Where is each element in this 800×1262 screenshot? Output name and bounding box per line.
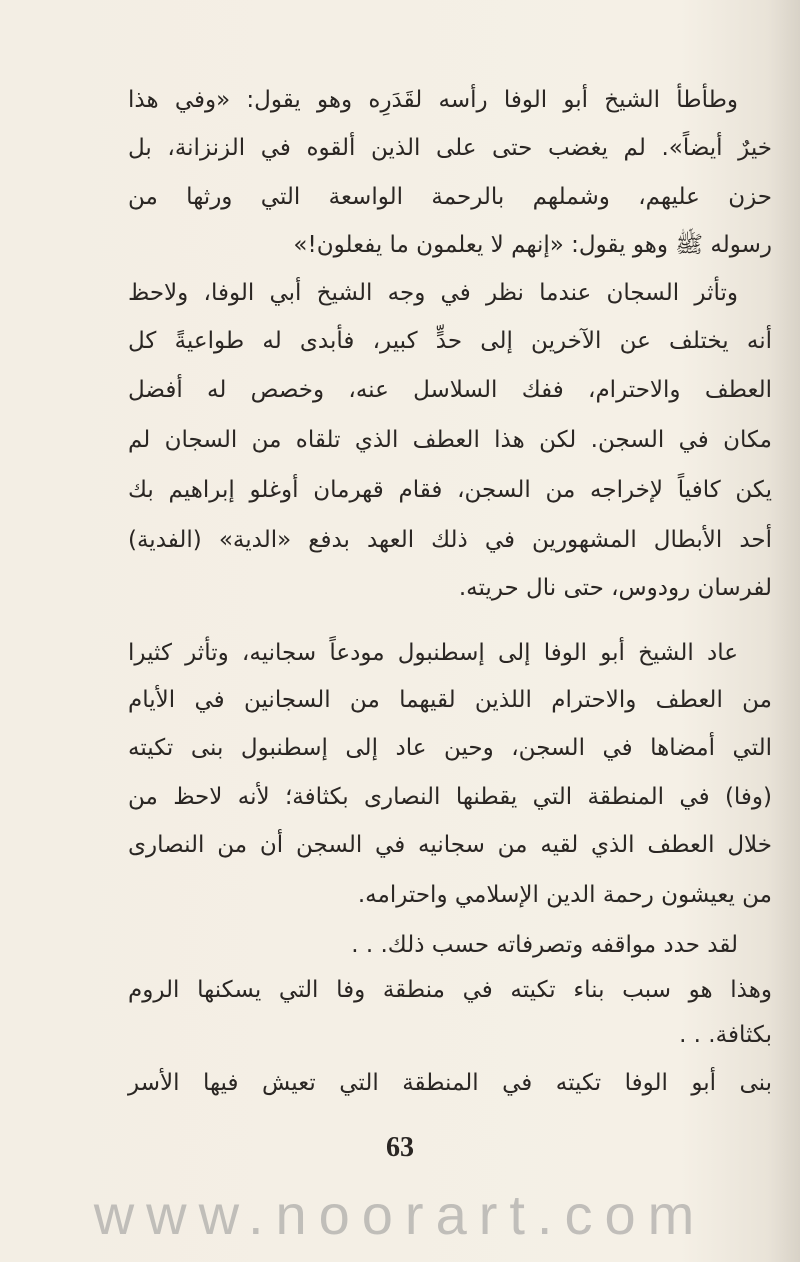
text-line: العطف والاحترام، ففك السلاسل عنه، وخصص له أفضل: [128, 377, 772, 403]
text-line: التي أمضاها في السجن، وحين عاد إلى إسطنبول بنى تكيته: [128, 735, 772, 761]
text-line: بنى أبو الوفا تكيته في المنطقة التي تعيش فيها الأسر: [128, 1070, 772, 1096]
text-line: مكان في السجن. لكن هذا العطف الذي تلقاه من السجان لم: [128, 427, 772, 453]
text-line: لفرسان رودوس، حتى نال حريته.: [458, 575, 772, 601]
text-line: خيرٌ أيضاً». لم يغضب حتى على الذين ألقوه في الزنزانة، بل: [128, 135, 772, 161]
text-line: أنه يختلف عن الآخرين إلى حدٍّ كبير، فأبدى له طواعيةً كل: [128, 328, 772, 354]
text-line: لقد حدد مواقفه وتصرفاته حسب ذلك. . .: [351, 932, 738, 958]
text-line: خلال العطف الذي لقيه من سجانيه في السجن أن من النصارى: [128, 832, 772, 858]
text-line: بكثافة. . .: [679, 1022, 772, 1048]
text-line: وهذا هو سبب بناء تكيته في منطقة وفا التي يسكنها الروم: [128, 977, 772, 1003]
text-line: رسوله ﷺ وهو يقول: «إنهم لا يعلمون ما يفعلون!»: [293, 232, 772, 258]
text-line: وتأثر السجان عندما نظر في وجه الشيخ أبي الوفا، ولاحظ: [128, 280, 738, 306]
page-number: 63: [386, 1132, 414, 1163]
text-line: يكن كافياً لإخراجه من السجن، فقام قهرمان أوغلو إبراهيم بك: [128, 477, 772, 503]
text-line: من يعيشون رحمة الدين الإسلامي واحترامه.: [357, 882, 772, 908]
text-line: حزن عليهم، وشملهم بالرحمة الواسعة التي ورثها من: [128, 184, 772, 210]
text-line: وطأطأ الشيخ أبو الوفا رأسه لقَدَرِه وهو يقول: «وفي هذا: [128, 87, 738, 113]
text-line: أحد الأبطال المشهورين في ذلك العهد بدفع «الدية» (الفدية): [128, 527, 772, 553]
text-line: عاد الشيخ أبو الوفا إلى إسطنبول مودعاً سجانيه، وتأثر كثيرا: [128, 640, 738, 666]
watermark: www.noorart.com: [93, 1183, 707, 1246]
text-line: (وفا) في المنطقة التي يقطنها النصارى بكثافة؛ لأنه لاحظ من: [128, 784, 772, 810]
text-line: من العطف والاحترام اللذين لقيهما من السجانين في الأيام: [128, 687, 772, 713]
